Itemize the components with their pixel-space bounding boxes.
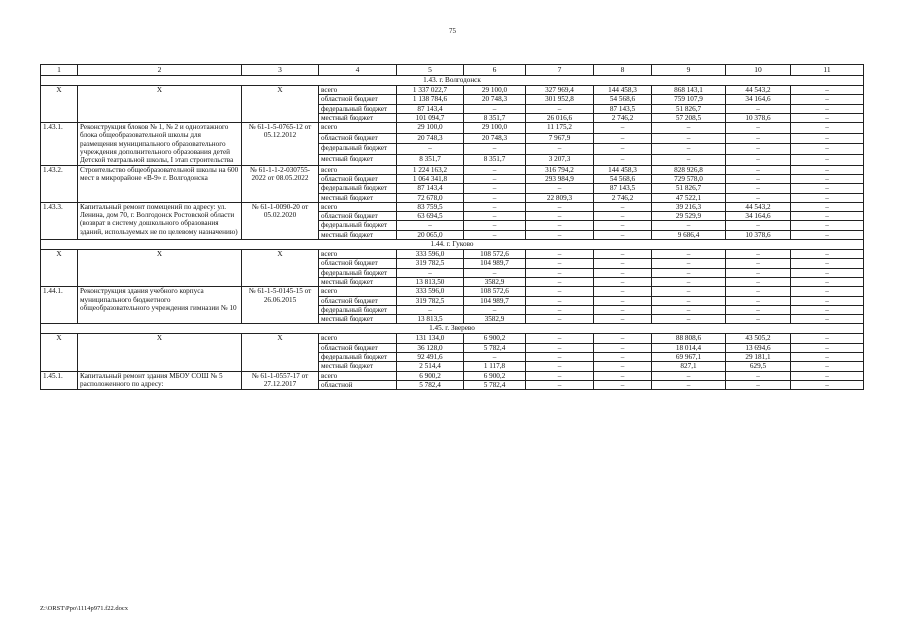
amount-cell: – — [397, 144, 464, 155]
amount-cell: 3582,9 — [464, 277, 526, 286]
amount-cell: – — [726, 380, 791, 389]
amount-cell: – — [726, 305, 791, 314]
funding-source: областной — [319, 380, 397, 389]
header-row — [41, 65, 864, 76]
table-row — [41, 287, 864, 296]
row-number: X — [41, 250, 78, 287]
row-number: 1.45.1. — [41, 371, 78, 390]
amount-cell: 333 596,0 — [397, 287, 464, 296]
row-number: 1.43.1. — [41, 123, 78, 165]
amount-cell: – — [526, 202, 594, 211]
approval-document: № 61-1-1-2-030755-2022 от 08.05.2022 — [242, 165, 319, 202]
funding-source: всего — [319, 123, 397, 134]
amount-cell: – — [791, 230, 864, 239]
amount-cell: – — [526, 212, 594, 221]
amount-cell: – — [726, 221, 791, 230]
amount-cell: 1 117,8 — [464, 362, 526, 371]
amount-cell: – — [594, 268, 652, 277]
amount-cell: 6 900,2 — [464, 334, 526, 343]
amount-cell: 1 138 784,6 — [397, 95, 464, 104]
table-row — [41, 202, 864, 211]
amount-cell: 26 016,6 — [526, 113, 594, 122]
amount-cell: – — [652, 287, 726, 296]
amount-cell: 7 967,9 — [526, 133, 594, 144]
object-name: X — [78, 250, 242, 287]
amount-cell: – — [791, 362, 864, 371]
approval-document: № 61-1-0557-17 от 27.12.2017 — [242, 371, 319, 390]
page-number: 75 — [449, 27, 456, 35]
table-row — [41, 123, 864, 134]
amount-cell: 20 748,3 — [464, 95, 526, 104]
amount-cell: – — [791, 95, 864, 104]
amount-cell: – — [526, 343, 594, 352]
amount-cell: 144 458,3 — [594, 165, 652, 174]
amount-cell: – — [791, 287, 864, 296]
amount-cell: – — [726, 250, 791, 259]
amount-cell: – — [464, 104, 526, 113]
amount-cell: – — [594, 212, 652, 221]
amount-cell: – — [464, 184, 526, 193]
approval-document: № 61-1-0090-20 от 05.02.2020 — [242, 202, 319, 239]
column-header: 1 — [41, 65, 78, 76]
amount-cell: – — [791, 165, 864, 174]
amount-cell: – — [652, 268, 726, 277]
amount-cell: – — [791, 334, 864, 343]
amount-cell: 51 826,7 — [652, 184, 726, 193]
amount-cell: – — [791, 380, 864, 389]
object-name: Строительство общеобразовательной школы на 600 мест в микрорайоне «В-9» г. Волгодонска — [78, 165, 242, 202]
amount-cell: – — [526, 144, 594, 155]
amount-cell: – — [526, 268, 594, 277]
funding-source: всего — [319, 165, 397, 174]
amount-cell: 29 100,0 — [464, 86, 526, 95]
amount-cell: 11 175,2 — [526, 123, 594, 134]
amount-cell: – — [652, 315, 726, 324]
amount-cell: – — [726, 259, 791, 268]
table-row — [41, 334, 864, 343]
funding-source: всего — [319, 250, 397, 259]
object-name: Капитальный ремонт помещений по адресу: ул. Ленина, дом 70, г. Волгодонск Ростовской области (возврат в систему дошкольного образования зданий, используемых не по целевому назначению) — [78, 202, 242, 239]
amount-cell: 18 014,4 — [652, 343, 726, 352]
amount-cell: 131 134,0 — [397, 334, 464, 343]
amount-cell: – — [791, 202, 864, 211]
amount-cell: 319 782,5 — [397, 296, 464, 305]
amount-cell: – — [464, 165, 526, 174]
row-number: X — [41, 86, 78, 123]
amount-cell: – — [526, 184, 594, 193]
table-row — [41, 250, 864, 259]
amount-cell: 827,1 — [652, 362, 726, 371]
table-row — [41, 371, 864, 380]
amount-cell: – — [464, 221, 526, 230]
funding-source: федеральный бюджет — [319, 184, 397, 193]
row-number: 1.43.3. — [41, 202, 78, 239]
funding-source: всего — [319, 334, 397, 343]
amount-cell: – — [652, 380, 726, 389]
section-title-row — [41, 76, 864, 86]
amount-cell: 629,5 — [726, 362, 791, 371]
amount-cell: – — [526, 221, 594, 230]
amount-cell: – — [791, 212, 864, 221]
amount-cell: – — [726, 296, 791, 305]
amount-cell: – — [791, 184, 864, 193]
amount-cell: – — [526, 334, 594, 343]
amount-cell: 333 596,0 — [397, 250, 464, 259]
amount-cell: 20 748,3 — [464, 133, 526, 144]
object-name: Реконструкция здания учебного корпуса муниципального бюджетного общеобразовательного учреждения гимназии № 10 — [78, 287, 242, 324]
amount-cell: 88 808,6 — [652, 334, 726, 343]
amount-cell: 13 813,5 — [397, 315, 464, 324]
amount-cell: – — [464, 174, 526, 183]
column-header: 4 — [319, 65, 397, 76]
amount-cell: – — [652, 371, 726, 380]
amount-cell: – — [791, 305, 864, 314]
amount-cell: – — [594, 221, 652, 230]
amount-cell: – — [594, 202, 652, 211]
amount-cell: – — [726, 277, 791, 286]
amount-cell: 47 522,1 — [652, 193, 726, 202]
amount-cell: – — [726, 155, 791, 166]
amount-cell: 69 967,1 — [652, 353, 726, 362]
amount-cell: – — [791, 268, 864, 277]
object-name: X — [78, 334, 242, 371]
amount-cell: 29 529,9 — [652, 212, 726, 221]
amount-cell: – — [526, 259, 594, 268]
amount-cell: 108 572,6 — [464, 287, 526, 296]
amount-cell: 29 100,0 — [397, 123, 464, 134]
amount-cell: 29 181,1 — [726, 353, 791, 362]
amount-cell: – — [791, 193, 864, 202]
amount-cell: – — [791, 144, 864, 155]
amount-cell: – — [726, 184, 791, 193]
amount-cell: 57 208,5 — [652, 113, 726, 122]
approval-document: X — [242, 250, 319, 287]
amount-cell: 44 543,2 — [726, 86, 791, 95]
funding-source: местный бюджет — [319, 230, 397, 239]
funding-source: областной бюджет — [319, 174, 397, 183]
amount-cell: 63 694,5 — [397, 212, 464, 221]
amount-cell: 87 143,4 — [397, 184, 464, 193]
amount-cell: – — [526, 250, 594, 259]
amount-cell: – — [652, 144, 726, 155]
amount-cell: – — [464, 230, 526, 239]
funding-source: местный бюджет — [319, 362, 397, 371]
approval-document: № 61-1-5-0145-15 от 26.06.2015 — [242, 287, 319, 324]
amount-cell: – — [594, 123, 652, 134]
amount-cell: 3582,9 — [464, 315, 526, 324]
column-header: 8 — [594, 65, 652, 76]
amount-cell: 327 969,4 — [526, 86, 594, 95]
amount-cell: 828 926,8 — [652, 165, 726, 174]
amount-cell: 301 952,8 — [526, 95, 594, 104]
amount-cell: – — [464, 144, 526, 155]
funding-source: местный бюджет — [319, 155, 397, 166]
funding-source: всего — [319, 371, 397, 380]
amount-cell: 20 748,3 — [397, 133, 464, 144]
amount-cell: – — [526, 277, 594, 286]
object-name: X — [78, 86, 242, 123]
amount-cell: – — [594, 334, 652, 343]
funding-source: местный бюджет — [319, 113, 397, 122]
amount-cell: – — [464, 268, 526, 277]
funding-source: федеральный бюджет — [319, 221, 397, 230]
funding-source: всего — [319, 86, 397, 95]
amount-cell: 1 064 341,8 — [397, 174, 464, 183]
amount-cell: – — [791, 259, 864, 268]
column-header: 11 — [791, 65, 864, 76]
amount-cell: – — [652, 123, 726, 134]
amount-cell: – — [594, 362, 652, 371]
amount-cell: 316 794,2 — [526, 165, 594, 174]
column-header: 2 — [78, 65, 242, 76]
amount-cell: 8 351,7 — [464, 155, 526, 166]
amount-cell: 5 782,4 — [397, 380, 464, 389]
amount-cell: 104 989,7 — [464, 296, 526, 305]
amount-cell: – — [594, 144, 652, 155]
amount-cell: 72 678,0 — [397, 193, 464, 202]
funding-source: федеральный бюджет — [319, 144, 397, 155]
amount-cell: – — [594, 259, 652, 268]
amount-cell: 34 164,6 — [726, 212, 791, 221]
amount-cell: – — [594, 343, 652, 352]
amount-cell: – — [726, 371, 791, 380]
amount-cell: – — [397, 221, 464, 230]
amount-cell: 2 514,4 — [397, 362, 464, 371]
amount-cell: – — [594, 277, 652, 286]
amount-cell: – — [464, 193, 526, 202]
amount-cell: – — [526, 371, 594, 380]
amount-cell: 319 782,5 — [397, 259, 464, 268]
column-header: 9 — [652, 65, 726, 76]
amount-cell: – — [791, 277, 864, 286]
section-title-row — [41, 324, 864, 334]
amount-cell: 8 351,7 — [464, 113, 526, 122]
amount-cell: 104 989,7 — [464, 259, 526, 268]
amount-cell: – — [652, 305, 726, 314]
amount-cell: – — [464, 353, 526, 362]
amount-cell: – — [791, 174, 864, 183]
amount-cell: – — [594, 250, 652, 259]
amount-cell: 5 782,4 — [464, 343, 526, 352]
amount-cell: 92 491,6 — [397, 353, 464, 362]
amount-cell: – — [594, 305, 652, 314]
amount-cell: – — [652, 296, 726, 305]
amount-cell: 1 224 163,2 — [397, 165, 464, 174]
amount-cell: 87 143,5 — [594, 184, 652, 193]
row-number: 1.44.1. — [41, 287, 78, 324]
amount-cell: – — [791, 296, 864, 305]
amount-cell: – — [652, 155, 726, 166]
amount-cell: – — [726, 174, 791, 183]
funding-source: местный бюджет — [319, 277, 397, 286]
amount-cell: – — [464, 202, 526, 211]
funding-source: областной бюджет — [319, 133, 397, 144]
funding-source: федеральный бюджет — [319, 104, 397, 113]
amount-cell: – — [791, 371, 864, 380]
amount-cell: – — [594, 371, 652, 380]
amount-cell: 144 458,3 — [594, 86, 652, 95]
object-name: Капитальный ремонт здания МБОУ СОШ № 5 расположенного по адресу: — [78, 371, 242, 390]
amount-cell: – — [594, 287, 652, 296]
section-title-row — [41, 240, 864, 250]
funding-source: местный бюджет — [319, 315, 397, 324]
amount-cell: 6 900,2 — [464, 371, 526, 380]
amount-cell: – — [726, 268, 791, 277]
amount-cell: – — [652, 250, 726, 259]
amount-cell: 8 351,7 — [397, 155, 464, 166]
amount-cell: 9 686,4 — [652, 230, 726, 239]
amount-cell: – — [526, 305, 594, 314]
funding-source: областной бюджет — [319, 343, 397, 352]
column-header: 5 — [397, 65, 464, 76]
amount-cell: 43 505,2 — [726, 334, 791, 343]
amount-cell: – — [791, 104, 864, 113]
amount-cell: 13 694,6 — [726, 343, 791, 352]
amount-cell: 20 065,0 — [397, 230, 464, 239]
row-number: X — [41, 334, 78, 371]
amount-cell: 5 782,4 — [464, 380, 526, 389]
budget-table — [40, 64, 864, 390]
amount-cell: – — [726, 123, 791, 134]
amount-cell: – — [791, 123, 864, 134]
amount-cell: – — [526, 287, 594, 296]
column-header: 7 — [526, 65, 594, 76]
amount-cell: – — [526, 380, 594, 389]
amount-cell: 10 378,6 — [726, 230, 791, 239]
amount-cell: – — [594, 155, 652, 166]
amount-cell: 87 143,4 — [397, 104, 464, 113]
amount-cell: 87 143,5 — [594, 104, 652, 113]
table-row — [41, 165, 864, 174]
funding-source: федеральный бюджет — [319, 268, 397, 277]
amount-cell: 6 900,2 — [397, 371, 464, 380]
amount-cell: – — [791, 113, 864, 122]
amount-cell: – — [594, 380, 652, 389]
amount-cell: – — [652, 221, 726, 230]
amount-cell: 293 984,9 — [526, 174, 594, 183]
section-title: 1.45. г. Зверево — [41, 324, 864, 334]
amount-cell: – — [397, 268, 464, 277]
amount-cell: – — [791, 250, 864, 259]
file-path-footer: Z:\ORST\Ppo\1114p971.f22.docx — [40, 605, 128, 612]
amount-cell: – — [526, 315, 594, 324]
amount-cell: – — [791, 155, 864, 166]
amount-cell: 83 759,5 — [397, 202, 464, 211]
amount-cell: 13 813,50 — [397, 277, 464, 286]
funding-source: областной бюджет — [319, 296, 397, 305]
amount-cell: 759 107,9 — [652, 95, 726, 104]
approval-document: X — [242, 334, 319, 371]
amount-cell: 2 746,2 — [594, 113, 652, 122]
object-name: Реконструкция блоков № 1, № 2 и одноэтажного блока общеобразовательной школы для размещения муниципального образовательного учреждения дополнительного образования детей Детской театральной школы, I этап строительства — [78, 123, 242, 165]
amount-cell: – — [594, 133, 652, 144]
amount-cell: – — [526, 296, 594, 305]
amount-cell: – — [526, 230, 594, 239]
amount-cell: – — [726, 165, 791, 174]
amount-cell: – — [726, 104, 791, 113]
amount-cell: 3 207,3 — [526, 155, 594, 166]
column-header: 3 — [242, 65, 319, 76]
amount-cell: – — [652, 277, 726, 286]
amount-cell: 36 128,0 — [397, 343, 464, 352]
amount-cell: – — [594, 315, 652, 324]
amount-cell: – — [526, 104, 594, 113]
amount-cell: 101 094,7 — [397, 113, 464, 122]
amount-cell: – — [791, 353, 864, 362]
amount-cell: – — [652, 133, 726, 144]
amount-cell: – — [726, 193, 791, 202]
amount-cell: – — [464, 305, 526, 314]
amount-cell: 868 143,1 — [652, 86, 726, 95]
amount-cell: 1 337 022,7 — [397, 86, 464, 95]
amount-cell: 54 568,6 — [594, 174, 652, 183]
amount-cell: – — [791, 221, 864, 230]
column-header: 10 — [726, 65, 791, 76]
amount-cell: 10 378,6 — [726, 113, 791, 122]
amount-cell: 51 826,7 — [652, 104, 726, 113]
amount-cell: – — [726, 144, 791, 155]
funding-source: местный бюджет — [319, 193, 397, 202]
amount-cell: – — [526, 353, 594, 362]
funding-source: областной бюджет — [319, 95, 397, 104]
amount-cell: – — [594, 353, 652, 362]
amount-cell: – — [791, 133, 864, 144]
amount-cell: – — [397, 305, 464, 314]
amount-cell: 39 216,3 — [652, 202, 726, 211]
amount-cell: 44 543,2 — [726, 202, 791, 211]
amount-cell: – — [526, 362, 594, 371]
row-number: 1.43.2. — [41, 165, 78, 202]
amount-cell: – — [791, 86, 864, 95]
table-row — [41, 86, 864, 95]
section-title: 1.43. г. Волгодонск — [41, 76, 864, 86]
approval-document: X — [242, 86, 319, 123]
amount-cell: – — [594, 230, 652, 239]
amount-cell: 729 578,0 — [652, 174, 726, 183]
column-header: 6 — [464, 65, 526, 76]
amount-cell: – — [791, 343, 864, 352]
amount-cell: – — [791, 315, 864, 324]
amount-cell: – — [464, 212, 526, 221]
funding-source: всего — [319, 287, 397, 296]
amount-cell: – — [594, 296, 652, 305]
amount-cell: 54 568,6 — [594, 95, 652, 104]
amount-cell: 2 746,2 — [594, 193, 652, 202]
funding-source: всего — [319, 202, 397, 211]
amount-cell: – — [726, 287, 791, 296]
funding-source: федеральный бюджет — [319, 353, 397, 362]
section-title: 1.44. г. Гуково — [41, 240, 864, 250]
amount-cell: 29 100,0 — [464, 123, 526, 134]
funding-source: областной бюджет — [319, 212, 397, 221]
amount-cell: – — [652, 259, 726, 268]
amount-cell: 34 164,6 — [726, 95, 791, 104]
amount-cell: – — [726, 315, 791, 324]
amount-cell: 22 809,3 — [526, 193, 594, 202]
funding-source: федеральный бюджет — [319, 305, 397, 314]
amount-cell: – — [726, 133, 791, 144]
approval-document: № 61-1-5-0765-12 от 05.12.2012 — [242, 123, 319, 165]
funding-source: областной бюджет — [319, 259, 397, 268]
amount-cell: 108 572,6 — [464, 250, 526, 259]
